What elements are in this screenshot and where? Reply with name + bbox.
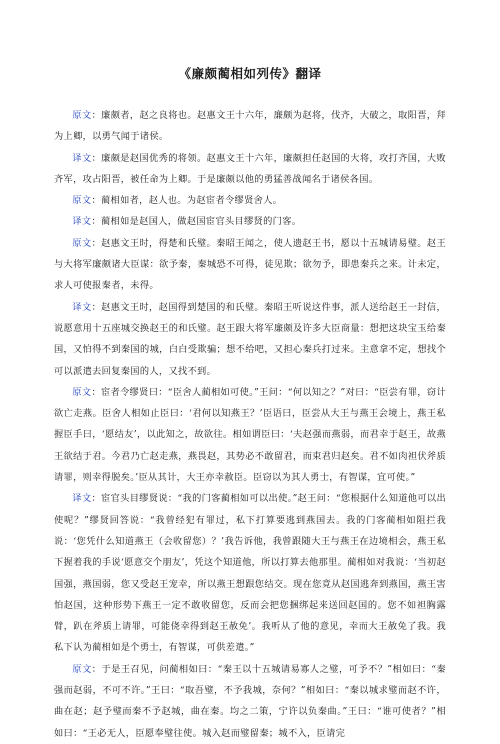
paragraph [54, 190, 446, 211]
paragraph-label: 原文 [72, 110, 92, 121]
paragraph-label: 译文 [72, 493, 92, 505]
paragraph [54, 233, 446, 297]
paragraph-label: 原文 [72, 386, 92, 398]
paragraph-text: ：蔺相如是赵国人，做赵国宦官头目缪贤的门客。 [91, 216, 302, 228]
paragraph-label: 原文 [72, 663, 92, 675]
paragraph-text: ：于是王召见，问蔺相如曰：“秦王以十五城请易寡人之璧，可予不？”相如曰：“秦强而赵弱，不可不许。”王曰：“取吾璧，不予我城，奈何？”相如曰：“秦以城求璧而赵不许，曲在赵；赵予璧而秦不予赵城，曲在秦。均之二策，宁许以负秦曲。”王曰：“谁可使者？”相如曰：“王必无人，臣愿奉璧往使。城入赵而璧留秦；城不入，臣请完 [54, 663, 447, 739]
paragraph-text: ：宦官头目缪贤说：“我的门客蔺相如可以出使。”赵王问：“您根据什么知道他可以出使呢？”缪贤回答说：“我曾经犯有罪过，私下打算要逃到燕国去。我的门客蔺相如阻拦我说：‘您凭什么知道燕王（会收留您）？’我告诉他，我曾跟随大王与燕王在边境相会，燕王私下握着我的手说‘愿意交个朋友’，凭这个知道他，所以打算去他那里。蔺相如对我说：‘当初赵国强，燕国弱，您又受赵王宠幸，所以燕王想跟您结交。现在您竟从赵国逃奔到燕国，燕王害怕赵国，这种形势下燕王一定不敢收留您，反而会把您捆绑起来送回赵国的。您不如袒胸露臂，趴在斧质上请罪，可能侥幸得到赵王赦免’。我听从了他的意见，幸而大王赦免了我。我私下认为蔺相如是个勇士，有智谋，可供差遣。” [54, 493, 446, 654]
paragraph-text: ：廉颇者，赵之良将也。赵惠文王十六年，廉颇为赵将，伐齐，大破之，取阳晋，拜为上卿，以勇气闻于诸侯。 [54, 110, 447, 143]
paragraph [54, 659, 446, 744]
paragraph [54, 297, 446, 382]
paragraph-label: 原文 [72, 237, 92, 249]
paragraph-label: 译文 [72, 152, 92, 164]
paragraph [54, 382, 446, 488]
paragraph-text: ：赵惠文王时，得楚和氏璧。秦昭王闻之，使人遗赵王书，愿以十五城请易璧。赵王与大将军廉颇诸大臣谋：欲予秦，秦城恐不可得，徒见欺；欲勿予，即患秦兵之来。计未定，求人可使报秦者，未得。 [54, 237, 447, 292]
paragraph-text: ：蔺相如者，赵人也。为赵宦者令缪贤舍人。 [91, 195, 283, 207]
paragraph [54, 488, 446, 658]
paragraph-text: ：赵惠文王时，赵国得到楚国的和氏璧。秦昭王听说这件事，派人送给赵王一封信，说愿意用十五座城交换赵王的和氏璧。赵王跟大将军廉颇及许多大臣商量：想把这块宝玉给秦国，又怕得不到秦国的城，白白受欺骗；想不给吧，又担心秦兵打过来。主意拿不定，想找个可以派遣去回复秦国的人，又找不到。 [54, 301, 447, 377]
paragraph-label: 译文 [72, 301, 92, 313]
document-title: 《廉颇蔺相如列传》翻译 [178, 66, 322, 81]
paragraph [54, 148, 446, 191]
paragraph-text: ：廉颇是赵国优秀的将领。赵惠文王十六年，廉颇担任赵国的大将，攻打齐国，大败齐军，攻占阳晋，被任命为上卿。于是廉颇以他的勇猛善战闻名于诸侯各国。 [54, 152, 447, 185]
paragraph [54, 211, 446, 232]
paragraph-text: ：宦者令缪贤曰：“臣舍人蔺相如可使。”王问：“何以知之？”对曰：“臣尝有罪，窃计欲亡走燕。臣舍人相如止臣曰：‘君何以知燕王？’臣语曰，臣尝从大王与燕王会境上，燕王私握臣手曰，‘愿结友’，以此知之，故欲往。相如谓臣曰：‘夫赵强而燕弱，而君幸于赵王，故燕王欲结于君。今君乃亡赵走燕，燕畏赵，其势必不敢留君，而束君归赵矣。君不如肉袒伏斧质请罪，则幸得脱矣。’臣从其计，大王亦幸赦臣。臣窃以为其人勇士，有智谋，宜可使。” [54, 386, 447, 484]
paragraph-label: 原文 [72, 195, 92, 207]
paragraph-label: 译文 [72, 216, 92, 228]
paragraph [54, 105, 446, 148]
document-body [54, 105, 446, 744]
